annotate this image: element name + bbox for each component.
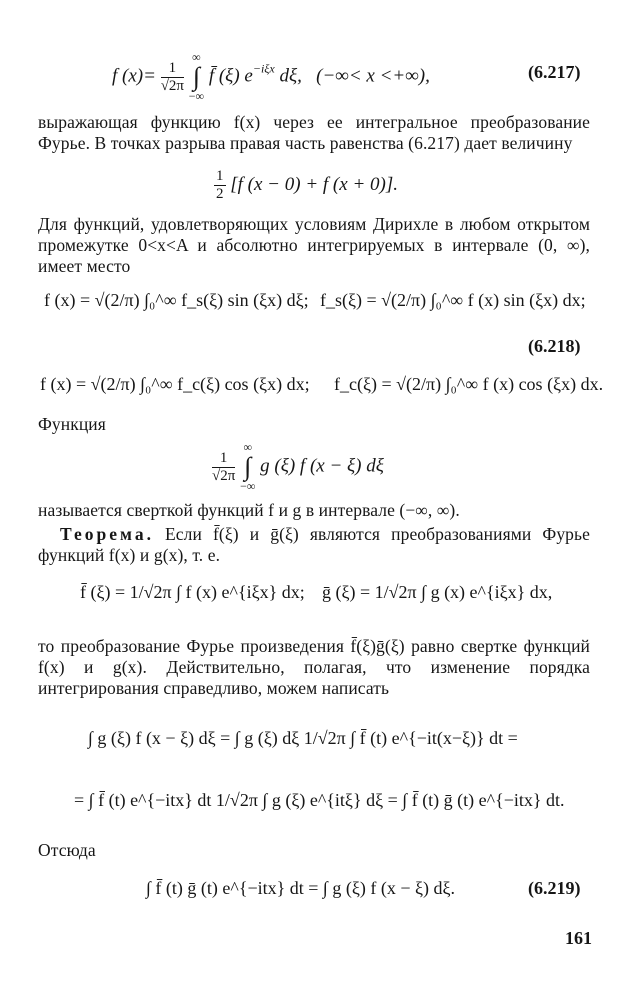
equation-6-218-line1-right: f_s(ξ) = √(2/π) ∫₀^∞ f (x) sin (ξx) dx; bbox=[320, 290, 586, 310]
word-function: Функция bbox=[38, 414, 106, 434]
equation-number-6-217: (6.217) bbox=[528, 62, 581, 82]
integral-sign: ∞ ∫ −∞ bbox=[188, 50, 205, 103]
paragraph-1: выражающая функцию f(x) через ее интегральное преобразование Фурье. В точках разрыва правая часть равенства (6.217) дает величину bbox=[38, 112, 590, 153]
fraction: $\frac{1}{√2\pi}$ bbox=[160, 59, 184, 94]
theorem-label: Теорема. bbox=[60, 524, 154, 544]
equation-6-217: f (x)= $\frac{1}{√2\pi}$ ∞ ∫ −∞ f̄ (ξ) $e^{-i\xi x}$ dξ, (−∞< x <+∞), bbox=[112, 50, 430, 103]
equation-number-6-219: (6.219) bbox=[528, 878, 581, 898]
integral-sign: ∞ ∫ −∞ bbox=[240, 440, 256, 493]
equation-transform-f: f̄ (ξ) = 1/√2π ∫ f (x) e^{iξx} dx; bbox=[80, 582, 305, 602]
equation-6-219: ∫ f̄ (t) ḡ (t) e^{−itx} dt = ∫ g (ξ) f (x − ξ) dξ. bbox=[146, 878, 456, 898]
paragraph-3: называется сверткой функций f и g в интервале (−∞, ∞). bbox=[38, 500, 460, 520]
equation-lhs: f (x)= bbox=[112, 65, 156, 87]
equation-6-218-line2-left: f (x) = √(2/π) ∫₀^∞ f_c(ξ) cos (ξx) dx; bbox=[40, 374, 310, 394]
word-hence: Отсюда bbox=[38, 840, 96, 860]
equation-6-218-line1-left: f (x) = √(2/π) ∫₀^∞ f_s(ξ) sin (ξx) dξ; bbox=[44, 290, 309, 310]
equation-number-6-218: (6.218) bbox=[528, 336, 581, 356]
integrand: f̄ (ξ) e bbox=[208, 65, 253, 87]
paragraph-theorem: Теорема. Если f̄(ξ) и ḡ(ξ) являются преобразованиями Фурье функций f(x) и g(x), т. е. bbox=[38, 524, 590, 565]
equation-derivation-line2: = ∫ f̄ (t) e^{−itx} dt 1/√2π ∫ g (ξ) e^{itξ} dξ = ∫ f̄ (t) ḡ (t) e^{−itx} dt. bbox=[74, 790, 565, 810]
equation-range: (−∞< x <+∞), bbox=[316, 65, 430, 87]
paragraph-5: то преобразование Фурье произведения f̄(ξ)ḡ(ξ) равно свертке функций f(x) и g(x). Действительно, полагая, что изменение порядка интегрирования справедливо, можем написать bbox=[38, 636, 590, 698]
equation-derivation-line1: ∫ g (ξ) f (x − ξ) dξ = ∫ g (ξ) dξ 1/√2π ∫ f̄ (t) e^{−it(x−ξ)} dt = bbox=[88, 728, 518, 748]
equation-6-218-line2-right: f_c(ξ) = √(2/π) ∫₀^∞ f (x) cos (ξx) dx. bbox=[334, 374, 604, 394]
equation-half-jump: $\frac{1}{2}$ [f (x − 0) + f (x + 0)]. bbox=[216, 168, 398, 202]
paragraph-2: Для функций, удовлетворяющих условиям Дирихле в любом открытом промежутке 0<x<A и абсолютно интегрируемых в интервале (0, ∞), имеет место bbox=[38, 214, 590, 276]
page-number: 161 bbox=[565, 928, 592, 948]
equation-convolution: $\frac{1}{√2\pi}$ ∞ ∫ −∞ g (ξ) f (x − ξ) dξ bbox=[212, 440, 384, 493]
equation-transform-g: ḡ (ξ) = 1/√2π ∫ g (x) e^{iξx} dx, bbox=[322, 582, 553, 602]
